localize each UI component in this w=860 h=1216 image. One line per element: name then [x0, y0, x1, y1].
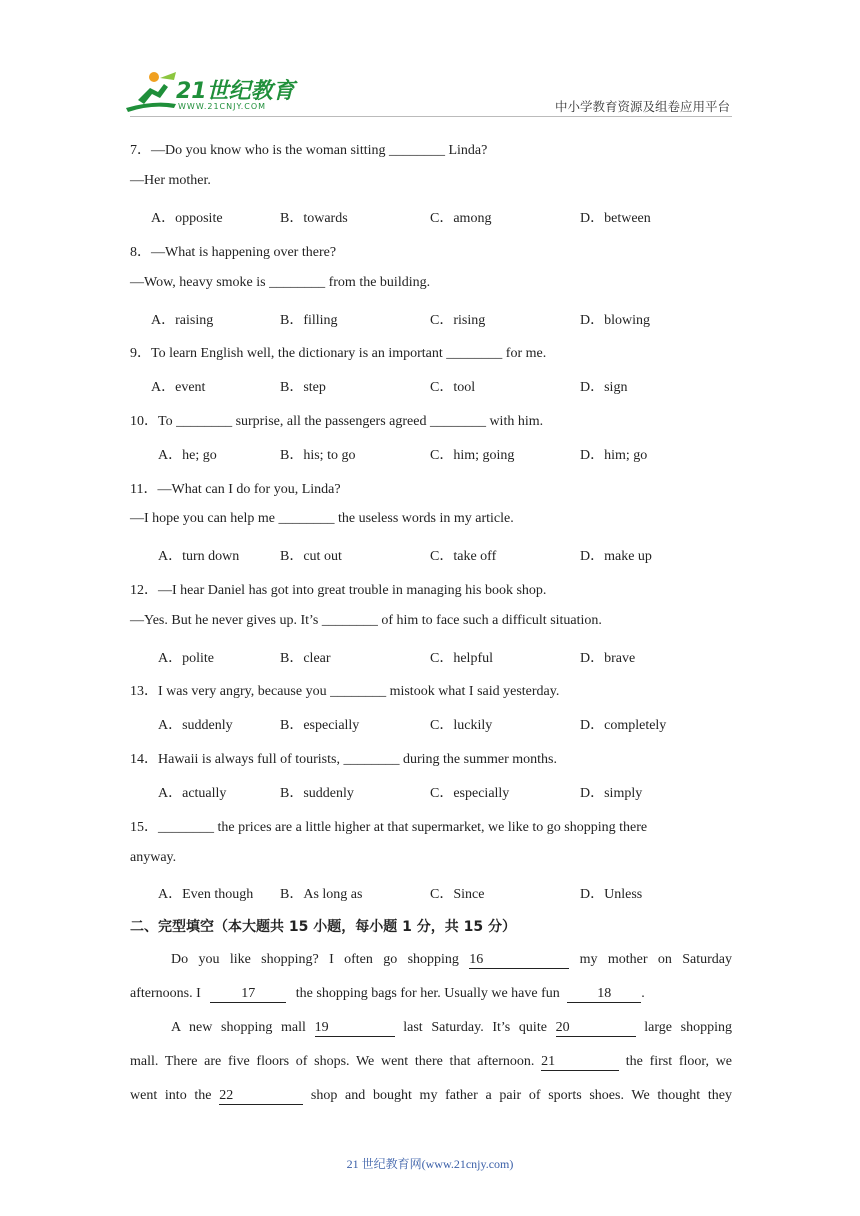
q10-option-b[interactable]: B．his; to go — [280, 448, 356, 463]
question-10-stem: 10．To ________ surprise, all the passengers agreed ________ with him. — [130, 414, 544, 429]
question-11-stem: 11．—What can I do for you, Linda? — [130, 482, 341, 497]
q14-option-c[interactable]: C．especially — [430, 786, 510, 801]
q11-option-b[interactable]: B．cut out — [280, 549, 342, 564]
q9-option-b[interactable]: B．step — [280, 380, 326, 395]
q13-option-d[interactable]: D．completely — [580, 718, 667, 733]
paragraph-2-line-3: went into the 22 shop and bought my father a pair of sports shoes. We thought they — [130, 1088, 732, 1103]
q12-option-b[interactable]: B．clear — [280, 651, 331, 666]
q11-option-a[interactable]: A．turn down — [158, 549, 240, 564]
q8-option-c[interactable]: C．rising — [430, 313, 486, 328]
q7-option-d[interactable]: D．between — [580, 211, 651, 226]
question-15-continued: anyway. — [130, 850, 177, 865]
q9-option-a[interactable]: A．event — [151, 380, 206, 395]
blank-21[interactable]: 21 — [541, 1054, 619, 1071]
blank-20[interactable]: 20 — [556, 1020, 636, 1037]
paragraph-1-line-1: Do you like shopping? I often go shopping 16 my mother on Saturday — [171, 952, 733, 967]
q15-option-c[interactable]: C．Since — [430, 887, 485, 902]
cloze-paragraph-1 — [130, 950, 732, 1018]
paragraph-1-line-2: afternoons. I 17 the shopping bags for her. Usually we have fun 18 . — [130, 986, 645, 1001]
q14-option-d[interactable]: D．simply — [580, 786, 643, 801]
question-7-stem: 7．—Do you know who is the woman sitting ________ Linda? — [130, 143, 488, 158]
blank-18[interactable]: 18 — [567, 986, 641, 1003]
q8-option-a[interactable]: A．raising — [151, 313, 214, 328]
q10-option-c[interactable]: C．him; going — [430, 448, 515, 463]
q13-option-a[interactable]: A．suddenly — [158, 718, 233, 733]
blank-19[interactable]: 19 — [315, 1020, 395, 1037]
question-9-stem: 9．To learn English well, the dictionary is an important ________ for me. — [130, 346, 547, 361]
blank-16[interactable]: 16 — [469, 952, 569, 969]
q7-option-b[interactable]: B．towards — [280, 211, 348, 226]
question-8-answer: —Wow, heavy smoke is ________ from the building. — [130, 275, 431, 290]
question-12-stem: 12．—I hear Daniel has got into great trouble in managing his book shop. — [130, 583, 547, 598]
question-13-stem: 13．I was very angry, because you ________ mistook what I said yesterday. — [130, 684, 560, 699]
q7-option-a[interactable]: A．opposite — [151, 211, 223, 226]
q15-option-b[interactable]: B．As long as — [280, 887, 363, 902]
q8-option-d[interactable]: D．blowing — [580, 313, 650, 328]
question-8-stem: 8．—What is happening over there? — [130, 245, 337, 260]
paragraph-2-line-2: mall. There are five floors of shops. We went there that afternoon. 21 the first floor, we — [130, 1054, 733, 1069]
question-14-stem: 14．Hawaii is always full of tourists, ________ during the summer months. — [130, 752, 557, 767]
q13-option-b[interactable]: B．especially — [280, 718, 360, 733]
question-7-answer: —Her mother. — [130, 173, 211, 188]
blank-22[interactable]: 22 — [219, 1088, 303, 1105]
header-divider — [130, 116, 732, 117]
q8-option-b[interactable]: B．filling — [280, 313, 338, 328]
section-2-title: 二、完型填空（本大题共 15 小题，每小题 1 分，共 15 分） — [130, 919, 516, 935]
q15-option-d[interactable]: D．Unless — [580, 887, 643, 902]
header-tagline: 中小学教育资源及组卷应用平台 — [554, 99, 730, 114]
q11-option-c[interactable]: C．take off — [430, 549, 497, 564]
q10-option-a[interactable]: A．he; go — [158, 448, 217, 463]
q10-option-d[interactable]: D．him; go — [580, 448, 648, 463]
question-11-answer: —I hope you can help me ________ the useless words in my article. — [130, 511, 514, 526]
q12-option-a[interactable]: A．polite — [158, 651, 214, 666]
logo-text: 21世纪教育 — [176, 79, 295, 104]
cloze-paragraph-2 — [130, 1018, 732, 1120]
paragraph-2-line-1: A new shopping mall 19 last Saturday. It’s quite 20 large shopping — [171, 1020, 732, 1035]
q14-option-a[interactable]: A．actually — [158, 786, 227, 801]
q15-option-a[interactable]: A．Even though — [158, 887, 254, 902]
blank-17[interactable]: 17 — [210, 986, 286, 1003]
question-15-stem: 15．________ the prices are a little higher at that supermarket, we like to go shopping there — [130, 820, 648, 835]
q14-option-b[interactable]: B．suddenly — [280, 786, 354, 801]
q9-option-d[interactable]: D．sign — [580, 380, 628, 395]
footer-source: 21 世纪教育网(www.21cnjy.com) — [346, 1157, 514, 1171]
question-12-answer: —Yes. But he never gives up. It’s ________ of him to face such a difficult situation. — [130, 613, 602, 628]
site-logo — [124, 70, 294, 116]
q13-option-c[interactable]: C．luckily — [430, 718, 493, 733]
q7-option-c[interactable]: C．among — [430, 211, 492, 226]
q9-option-c[interactable]: C．tool — [430, 380, 476, 395]
q11-option-d[interactable]: D．make up — [580, 549, 652, 564]
q12-option-d[interactable]: D．brave — [580, 651, 636, 666]
logo-url: WWW.21CNJY.COM — [178, 102, 267, 111]
q12-option-c[interactable]: C．helpful — [430, 651, 493, 666]
